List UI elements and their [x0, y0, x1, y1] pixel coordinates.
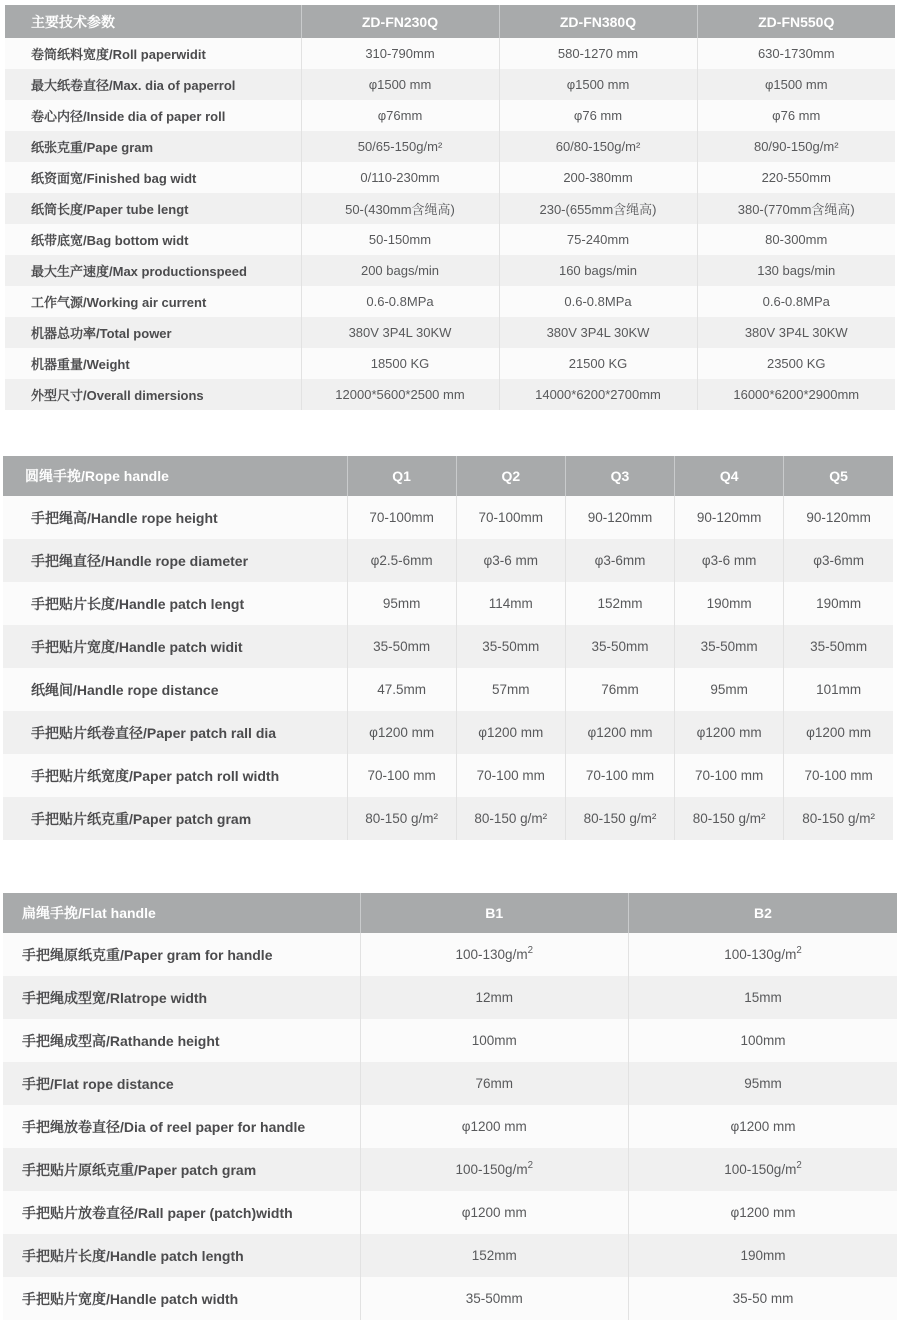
row-label: 手把贴片放卷直径/Rall paper (patch)width — [22, 1204, 293, 1221]
value-cell: 80/90-150g/m² — [697, 131, 895, 162]
table-row — [3, 1148, 897, 1191]
row-label: 工作气源/Working air current — [31, 295, 207, 310]
value-cell: 152mm — [565, 582, 674, 625]
value-cell: 310-790mm — [301, 38, 499, 69]
column-header: Q4 — [675, 456, 784, 496]
table-row — [5, 255, 895, 286]
value-cell: 70-100 mm — [675, 754, 784, 797]
column-header: B2 — [629, 893, 898, 933]
value-cell: 60/80-150g/m² — [499, 131, 697, 162]
value-cell: 160 bags/min — [499, 255, 697, 286]
value-cell: 50-150mm — [301, 224, 499, 255]
value-cell: φ1200 mm — [629, 1105, 898, 1148]
value-cell: φ1200 mm — [347, 711, 456, 754]
value-cell: φ3-6mm — [784, 539, 893, 582]
row-label: 手把绳高/Handle rope height — [31, 509, 218, 526]
table-row — [3, 1105, 897, 1148]
value-cell: 35-50mm — [360, 1277, 629, 1320]
value-cell: 220-550mm — [697, 162, 895, 193]
value-cell: 35-50 mm — [629, 1277, 898, 1320]
table-row — [3, 496, 893, 539]
value-cell: 114mm — [456, 582, 565, 625]
rope-handle-table — [3, 456, 893, 840]
column-header: ZD-FN380Q — [499, 5, 697, 38]
value-cell: 380-(770mm含绳高) — [697, 193, 895, 224]
row-label: 机器重量/Weight — [31, 357, 130, 372]
value-cell: 230-(655mm含绳高) — [499, 193, 697, 224]
column-header: Q1 — [347, 456, 456, 496]
value-cell: φ1500 mm — [499, 69, 697, 100]
value-cell: 0/110-230mm — [301, 162, 499, 193]
value-cell: $100-150g/m^2$ — [629, 1148, 898, 1191]
table-title: 主要技术参数 — [5, 5, 301, 38]
value-cell: 50-(430mm含绳高) — [301, 193, 499, 224]
value-cell: 70-100 mm — [565, 754, 674, 797]
table-row — [5, 224, 895, 255]
row-label: 机器总功率/Total power — [31, 326, 172, 341]
value-cell: 380V 3P4L 30KW — [697, 317, 895, 348]
value-cell: 35-50mm — [675, 625, 784, 668]
row-label: 手把贴片宽度/Handle patch widit — [31, 638, 243, 655]
value-cell: 80-150 g/m² — [784, 797, 893, 840]
table-row — [5, 379, 895, 410]
value-cell: $100-130g/m^2$ — [629, 933, 898, 976]
value-cell: φ76mm — [301, 100, 499, 131]
value-cell: φ1500 mm — [697, 69, 895, 100]
table-row — [3, 1191, 897, 1234]
table-title: 圆绳手挽/Rope handle — [3, 456, 347, 496]
value-cell: 35-50mm — [456, 625, 565, 668]
column-header: Q5 — [784, 456, 893, 496]
row-label: 纸带底宽/Bag bottom widt — [31, 233, 189, 248]
table-row — [3, 1062, 897, 1105]
row-label: 手把贴片长度/Handle patch length — [22, 1247, 244, 1264]
row-label: 手把贴片纸克重/Paper patch gram — [31, 810, 252, 827]
value-cell: φ3-6mm — [565, 539, 674, 582]
row-label: 最大纸卷直径/Max. dia of paperrol — [31, 78, 236, 93]
value-cell: 70-100 mm — [347, 754, 456, 797]
value-cell: 76mm — [565, 668, 674, 711]
value-cell: φ1200 mm — [629, 1191, 898, 1234]
row-label: 手把贴片长度/Handle patch lengt — [31, 595, 245, 612]
column-header: Q2 — [456, 456, 565, 496]
value-cell: 15mm — [629, 976, 898, 1019]
table-row — [3, 976, 897, 1019]
row-label: 卷心内径/Inside dia of paper roll — [31, 109, 226, 124]
table-row — [5, 131, 895, 162]
row-label: 纸筒长度/Paper tube lengt — [31, 202, 189, 217]
table-row — [5, 162, 895, 193]
row-label: 卷筒纸料宽度/Roll paperwidit — [31, 47, 206, 62]
value-cell: φ1200 mm — [675, 711, 784, 754]
row-label: 最大生产速度/Max productionspeed — [31, 264, 247, 279]
value-cell: φ1500 mm — [301, 69, 499, 100]
value-cell: 23500 KG — [697, 348, 895, 379]
row-label: 外型尺寸/Overall dimersions — [31, 388, 204, 403]
value-cell: 190mm — [784, 582, 893, 625]
value-cell: 100mm — [360, 1019, 629, 1062]
value-cell: 90-120mm — [675, 496, 784, 539]
column-header: B1 — [360, 893, 629, 933]
table-row — [3, 582, 893, 625]
value-cell: 35-50mm — [784, 625, 893, 668]
table-row — [5, 317, 895, 348]
value-cell: 630-1730mm — [697, 38, 895, 69]
flat-handle-table — [3, 893, 897, 1320]
value-cell: 380V 3P4L 30KW — [301, 317, 499, 348]
value-cell: 57mm — [456, 668, 565, 711]
value-cell: 0.6-0.8MPa — [697, 286, 895, 317]
table-row — [3, 625, 893, 668]
value-cell: 200-380mm — [499, 162, 697, 193]
value-cell: $100-130g/m^2$ — [360, 933, 629, 976]
value-cell: 70-100mm — [456, 496, 565, 539]
value-cell: 47.5mm — [347, 668, 456, 711]
table-row — [3, 933, 897, 976]
value-cell: 80-150 g/m² — [347, 797, 456, 840]
value-cell: 190mm — [629, 1234, 898, 1277]
value-cell: 70-100 mm — [784, 754, 893, 797]
table-row — [3, 1019, 897, 1062]
value-cell: 80-300mm — [697, 224, 895, 255]
value-cell: 0.6-0.8MPa — [499, 286, 697, 317]
value-cell: 190mm — [675, 582, 784, 625]
table-row — [5, 286, 895, 317]
table-row — [3, 711, 893, 754]
value-cell: 70-100 mm — [456, 754, 565, 797]
value-cell: 100mm — [629, 1019, 898, 1062]
value-cell: φ1200 mm — [565, 711, 674, 754]
row-label: 纸张克重/Pape gram — [31, 140, 154, 155]
table-row — [5, 69, 895, 100]
value-cell: 80-150 g/m² — [675, 797, 784, 840]
value-cell: 70-100mm — [347, 496, 456, 539]
column-header: ZD-FN230Q — [301, 5, 499, 38]
table-row — [5, 193, 895, 224]
table-row — [5, 38, 895, 69]
value-cell: 76mm — [360, 1062, 629, 1105]
value-cell: 50/65-150g/m² — [301, 131, 499, 162]
value-cell: 580-1270 mm — [499, 38, 697, 69]
value-cell: 95mm — [675, 668, 784, 711]
row-label: 纸资面宽/Finished bag widt — [31, 171, 197, 186]
value-cell: φ1200 mm — [360, 1191, 629, 1234]
value-cell: 95mm — [347, 582, 456, 625]
row-label: 手把绳成型宽/Rlatrope width — [22, 989, 208, 1006]
value-cell: 16000*6200*2900mm — [697, 379, 895, 410]
value-cell: 14000*6200*2700mm — [499, 379, 697, 410]
row-label: 手把/Flat rope distance — [22, 1075, 174, 1092]
value-cell: 35-50mm — [347, 625, 456, 668]
table-row — [5, 348, 895, 379]
row-label: 手把贴片宽度/Handle patch width — [22, 1290, 239, 1307]
value-cell: 21500 KG — [499, 348, 697, 379]
row-label: 手把绳成型高/Rathande height — [22, 1032, 220, 1049]
header-row — [5, 5, 895, 38]
value-cell: 0.6-0.8MPa — [301, 286, 499, 317]
main-parameters-table — [5, 5, 895, 410]
row-label: 手把绳放卷直径/Dia of reel paper for handle — [22, 1118, 306, 1135]
row-label: 手把绳直径/Handle rope diameter — [31, 552, 249, 569]
value-cell: φ3-6 mm — [675, 539, 784, 582]
value-cell: 12mm — [360, 976, 629, 1019]
value-cell: 95mm — [629, 1062, 898, 1105]
row-label: 手把绳原纸克重/Paper gram for handle — [22, 946, 273, 963]
value-cell: 200 bags/min — [301, 255, 499, 286]
header-row — [3, 893, 897, 933]
table-row — [3, 668, 893, 711]
value-cell: φ3-6 mm — [456, 539, 565, 582]
value-cell: 101mm — [784, 668, 893, 711]
value-cell: φ1200 mm — [456, 711, 565, 754]
value-cell: 75-240mm — [499, 224, 697, 255]
value-cell: φ76 mm — [697, 100, 895, 131]
value-cell: 80-150 g/m² — [456, 797, 565, 840]
value-cell: 90-120mm — [565, 496, 674, 539]
table-row — [3, 539, 893, 582]
value-cell: φ76 mm — [499, 100, 697, 131]
value-cell: 12000*5600*2500 mm — [301, 379, 499, 410]
column-header: ZD-FN550Q — [697, 5, 895, 38]
value-cell: φ1200 mm — [360, 1105, 629, 1148]
table-row — [3, 754, 893, 797]
value-cell: 35-50mm — [565, 625, 674, 668]
value-cell: 152mm — [360, 1234, 629, 1277]
value-cell: 90-120mm — [784, 496, 893, 539]
row-label: 手把贴片原纸克重/Paper patch gram — [22, 1161, 257, 1178]
table-title: 扁绳手挽/Flat handle — [3, 893, 360, 933]
row-label: 手把贴片纸卷直径/Paper patch rall dia — [31, 724, 277, 741]
value-cell: $100-150g/m^2$ — [360, 1148, 629, 1191]
column-header: Q3 — [565, 456, 674, 496]
value-cell: 130 bags/min — [697, 255, 895, 286]
header-row — [3, 456, 893, 496]
table-row — [5, 100, 895, 131]
table-row — [3, 797, 893, 840]
row-label: 纸绳间/Handle rope distance — [31, 681, 219, 698]
value-cell: φ1200 mm — [784, 711, 893, 754]
value-cell: 80-150 g/m² — [565, 797, 674, 840]
row-label: 手把贴片纸宽度/Paper patch roll width — [31, 767, 280, 784]
value-cell: 380V 3P4L 30KW — [499, 317, 697, 348]
table-row — [3, 1277, 897, 1320]
value-cell: φ2.5-6mm — [347, 539, 456, 582]
value-cell: 18500 KG — [301, 348, 499, 379]
table-row — [3, 1234, 897, 1277]
